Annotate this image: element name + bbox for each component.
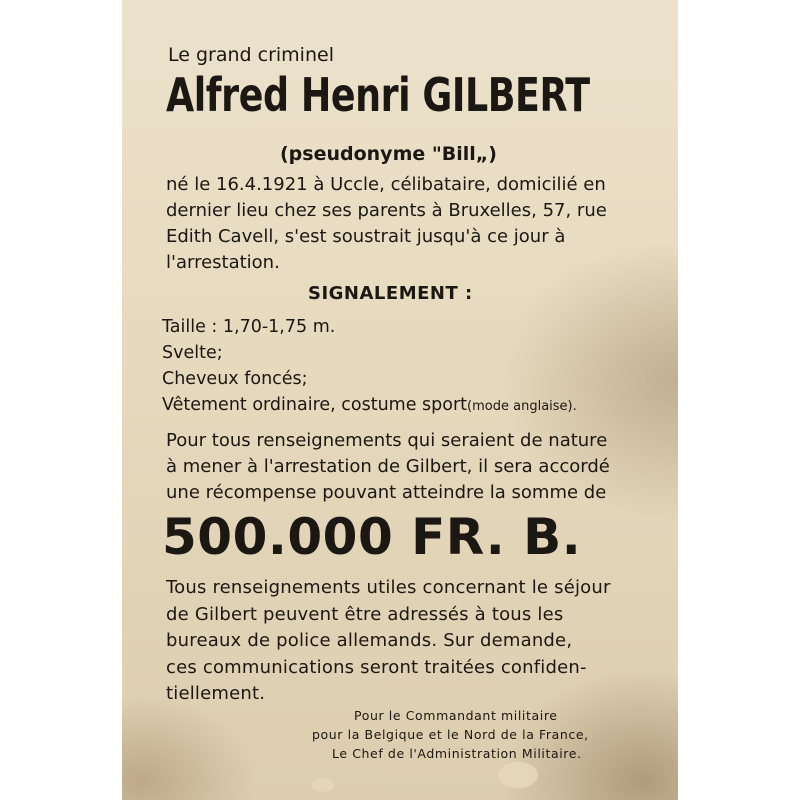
- pseudonym-text: (pseudonyme "Bill„): [280, 143, 497, 165]
- signature-line-2: pour la Belgique et le Nord de la France,: [312, 727, 589, 742]
- wanted-poster: [122, 0, 678, 800]
- reward-line: à mener à l'arrestation de Gilbert, il sera accordé: [166, 456, 610, 477]
- reward-amount: 500.000 FR. B.: [162, 508, 582, 566]
- hair-line: Cheveux foncés;: [162, 369, 308, 389]
- reward-paragraph: [166, 428, 610, 506]
- clothing-line: [162, 392, 577, 420]
- build-line: Svelte;: [162, 343, 223, 363]
- identity-line: né le 16.4.1921 à Uccle, célibataire, domicilié en: [166, 174, 606, 195]
- contact-line: ces communications seront traitées confiden-: [166, 656, 587, 678]
- clothing-text: Vêtement ordinaire, costume sport: [162, 395, 468, 415]
- contact-line: bureaux de police allemands. Sur demande,: [166, 630, 573, 651]
- signature-line-3: Le Chef de l'Administration Militaire.: [332, 746, 582, 761]
- identity-line: l'arrestation.: [166, 252, 280, 273]
- contact-line: tiellement.: [166, 683, 266, 704]
- reward-line: Pour tous renseignements qui seraient de nature: [166, 430, 608, 451]
- contact-paragraph: [166, 575, 611, 708]
- contact-line: Tous renseignements utiles concernant le séjour: [166, 577, 611, 598]
- height-line: Taille : 1,70-1,75 m.: [162, 317, 336, 337]
- criminal-name: Alfred Henri GILBERT: [166, 68, 590, 122]
- paper-tear: [498, 762, 538, 788]
- paper-tear: [312, 778, 334, 792]
- signature-line-1: Pour le Commandant militaire: [354, 708, 558, 723]
- identity-line: dernier lieu chez ses parents à Bruxelles, 57, rue: [166, 200, 607, 221]
- signalement-heading: SIGNALEMENT :: [308, 283, 473, 304]
- identity-line: Edith Cavell, s'est soustrait jusqu'à ce jour à: [166, 226, 566, 247]
- contact-line: de Gilbert peuvent être adressés à tous les: [166, 603, 564, 625]
- signalement-list: [162, 314, 577, 420]
- reward-line: une récompense pouvant atteindre la somme de: [166, 482, 607, 503]
- intro-text: Le grand criminel: [168, 44, 334, 66]
- clothing-note: (mode anglaise).: [467, 399, 577, 414]
- identity-paragraph: [166, 172, 646, 276]
